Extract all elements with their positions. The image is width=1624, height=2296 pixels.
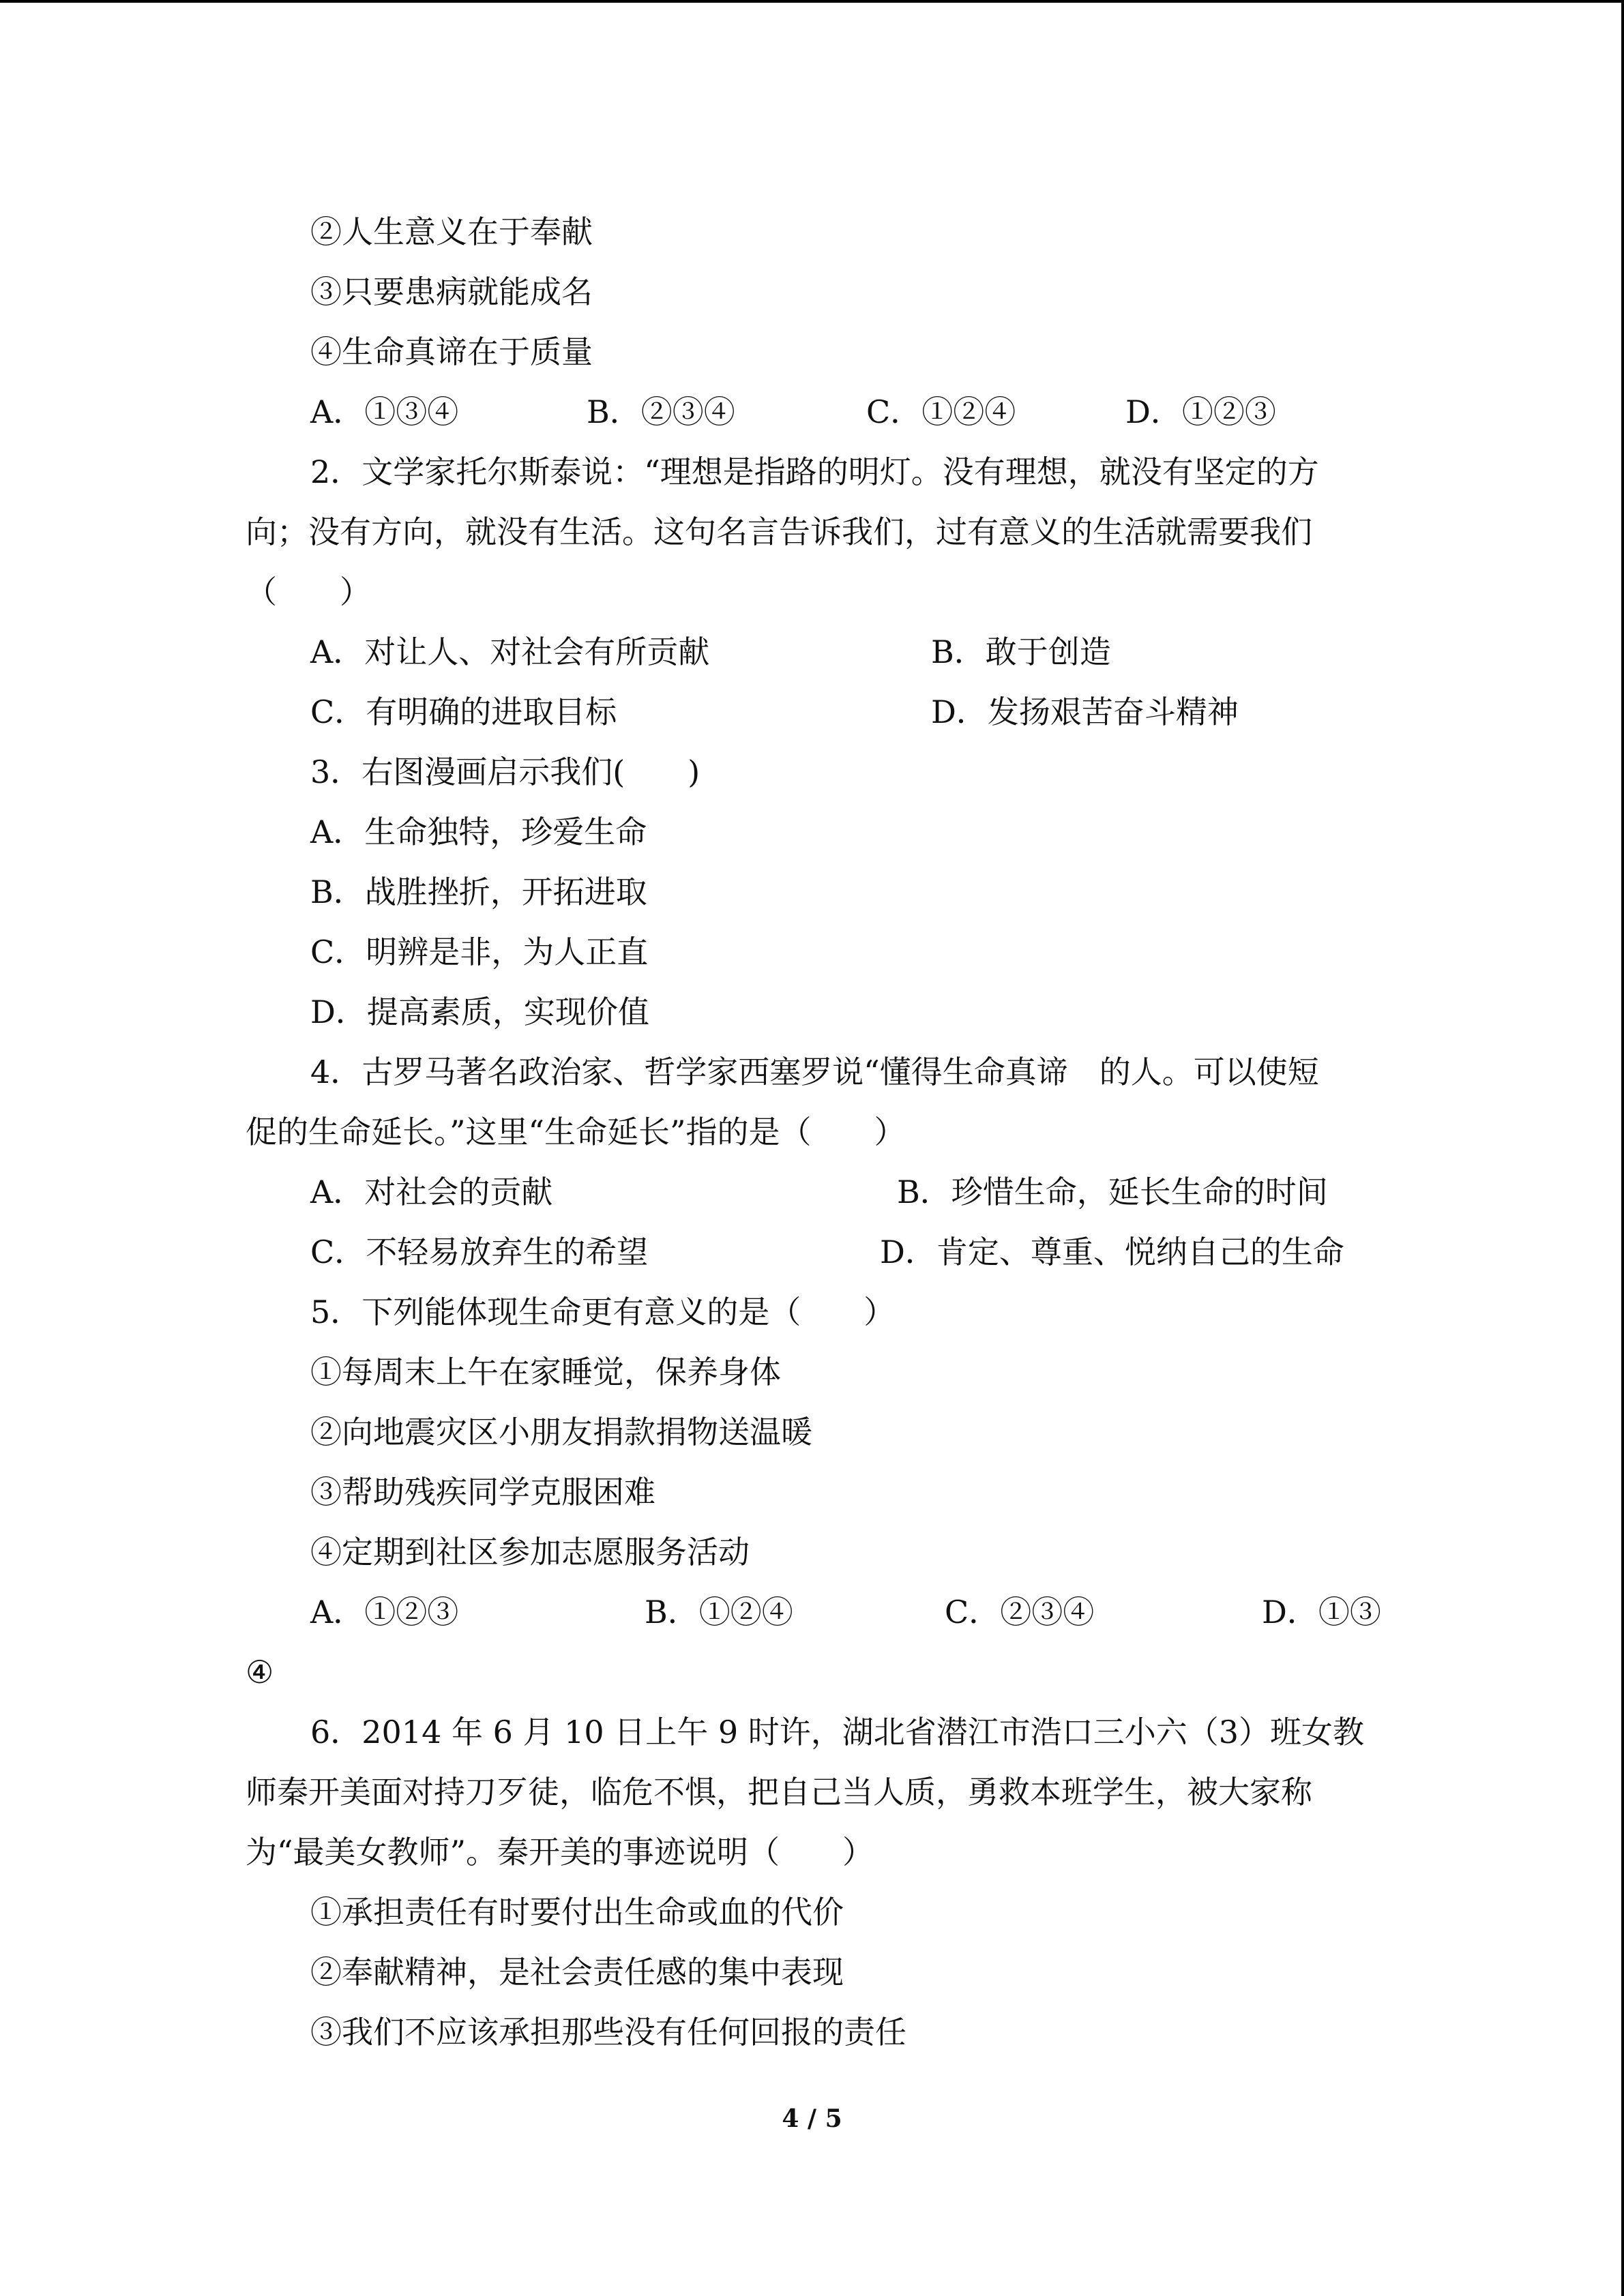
- question-2-line-1: 2．文学家托尔斯泰说：“理想是指路的明灯。没有理想，就没有坚定的方: [310, 453, 1319, 490]
- option-b: B．敢于创造: [931, 633, 1111, 670]
- question-6-line-2: 师秦开美面对持刀歹徒，临危不惧，把自己当人质，勇救本班学生，被大家称: [246, 1774, 1312, 1810]
- statement-2: ②奉献精神，是社会责任感的集中表现: [310, 1954, 844, 1991]
- option-b: B．①②④: [645, 1594, 793, 1630]
- question-6-line-3: 为“最美女教师”。秦开美的事迹说明（ ）: [246, 1834, 874, 1870]
- question-4-line-2: 促的生命延长。”这里“生命延长”指的是（ ）: [246, 1114, 906, 1150]
- page-right-border: [1621, 0, 1624, 2296]
- statement-3: ③我们不应该承担那些没有任何回报的责任: [310, 2014, 906, 2051]
- question-2-line-2: 向；没有方向，就没有生活。这句名言告诉我们，过有意义的生活就需要我们: [246, 513, 1312, 550]
- question-3: 3．右图漫画启示我们( ): [310, 754, 700, 790]
- option-b: B．②③④: [587, 393, 735, 430]
- statement-3: ③帮助残疾同学克服困难: [310, 1474, 655, 1510]
- statement-4: ④定期到社区参加志愿服务活动: [310, 1534, 750, 1570]
- statement-1: ①每周末上午在家睡觉，保养身体: [310, 1354, 781, 1390]
- text-line: ②人生意义在于奉献: [310, 213, 593, 250]
- option-d: D．①②③: [1125, 393, 1276, 430]
- option-c: C．有明确的进取目标: [310, 694, 617, 730]
- text-line: ④生命真谛在于质量: [310, 333, 593, 370]
- statement-2: ②向地震灾区小朋友捐款捐物送温暖: [310, 1414, 812, 1450]
- option-a: A．①③④: [310, 393, 459, 430]
- question-2-line-3: （ ）: [246, 573, 371, 610]
- question-6-line-1: 6．2014 年 6 月 10 日上午 9 时许，湖北省潜江市浩口三小六（3）班女教: [310, 1714, 1365, 1750]
- page-top-border: [0, 0, 1624, 3]
- option-b: B．珍惜生命，延长生命的时间: [897, 1174, 1328, 1210]
- option-d: D．提高素质，实现价值: [310, 994, 649, 1030]
- option-b: B．战胜挫折，开拓进取: [310, 874, 647, 910]
- option-d: D．①③: [1262, 1594, 1381, 1630]
- question-4-line-1: 4．古罗马著名政治家、哲学家西塞罗说“懂得生命真谛 的人。可以使短: [310, 1054, 1319, 1090]
- option-d: D．肯定、尊重、悦纳自己的生命: [880, 1234, 1344, 1270]
- option-a: A．对社会的贡献: [310, 1174, 553, 1210]
- option-c: C．明辨是非，为人正直: [310, 934, 649, 970]
- option-c: C．①②④: [866, 393, 1016, 430]
- option-a: A．生命独特，珍爱生命: [310, 814, 647, 850]
- option-c: C．不轻易放弃生的希望: [310, 1234, 649, 1270]
- question-5: 5．下列能体现生命更有意义的是（ ）: [310, 1294, 896, 1330]
- text-line: ③只要患病就能成名: [310, 273, 593, 310]
- page-number: 4 / 5: [782, 2104, 842, 2133]
- option-a: A．对让人、对社会有所贡献: [310, 633, 710, 670]
- option-a: A．①②③: [310, 1594, 459, 1630]
- option-d: D．发扬艰苦奋斗精神: [931, 694, 1239, 730]
- option-d-wrap: ④: [246, 1654, 274, 1690]
- statement-1: ①承担责任有时要付出生命或血的代价: [310, 1894, 844, 1930]
- option-c: C．②③④: [945, 1594, 1095, 1630]
